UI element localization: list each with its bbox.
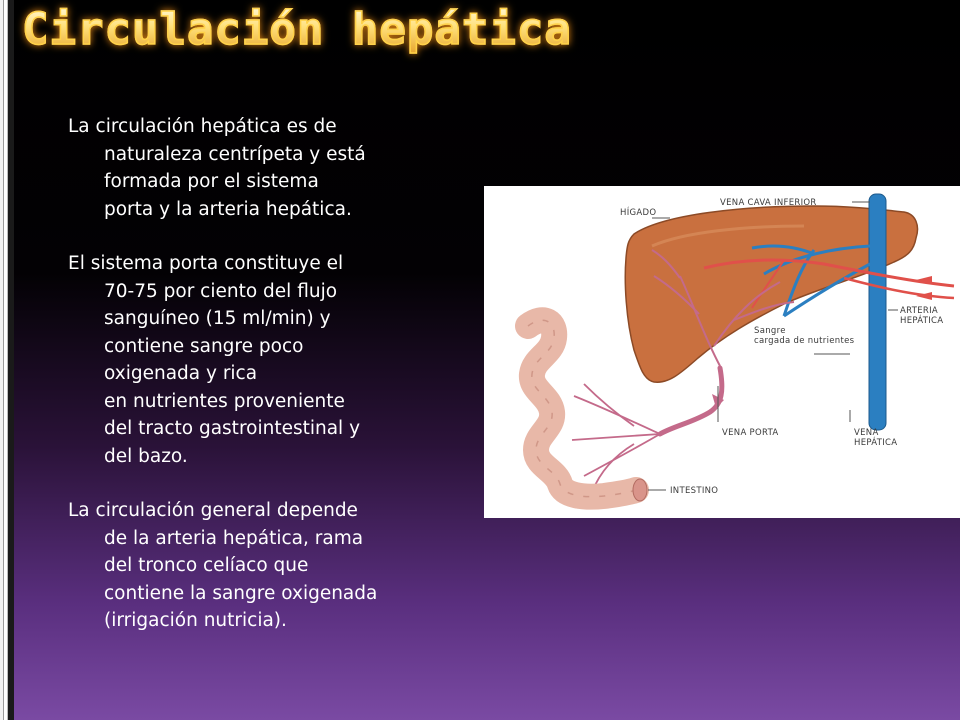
artery-arrows	[916, 276, 932, 300]
intestine	[528, 320, 636, 496]
label-liver: HÍGADO	[620, 208, 657, 218]
label-vena-cava: VENA CAVA INFERIOR	[720, 198, 817, 208]
slide-body-text	[68, 113, 460, 662]
paragraph-hepatic-artery: La circulación general depende de la arteria hepática, rama del tronco celíaco que contiene la sangre oxigenada (irrigación nutricia).	[68, 500, 378, 631]
vena-cava	[869, 194, 886, 430]
slide-left-border	[0, 0, 14, 720]
slide-title: Circulación hepática	[22, 4, 572, 55]
label-intestine: INTESTINO	[670, 486, 719, 496]
label-portal-vein: VENA PORTA	[722, 428, 779, 438]
paragraph-portal-system: El sistema porta constituye el 70-75 por ciento del flujo sanguíneo (15 ml/min) y contiene sangre poco oxigenada y rica en nutrientes proveniente del tracto gastrointestinal y del bazo.	[68, 253, 361, 467]
label-hepatic-vein: VENA HEPÁTICA	[854, 428, 898, 448]
liver-circulation-figure	[484, 186, 960, 518]
mesenteric-veins	[572, 384, 660, 492]
liver-circulation-illustration	[484, 186, 960, 518]
label-hepatic-artery: ARTERIA HEPÁTICA	[900, 306, 944, 326]
label-nutrient-blood: Sangre cargada de nutrientes	[754, 326, 855, 346]
paragraph-intro: La circulación hepática es de naturaleza centrípeta y está formada por el sistema porta y la arteria hepática.	[68, 116, 366, 220]
